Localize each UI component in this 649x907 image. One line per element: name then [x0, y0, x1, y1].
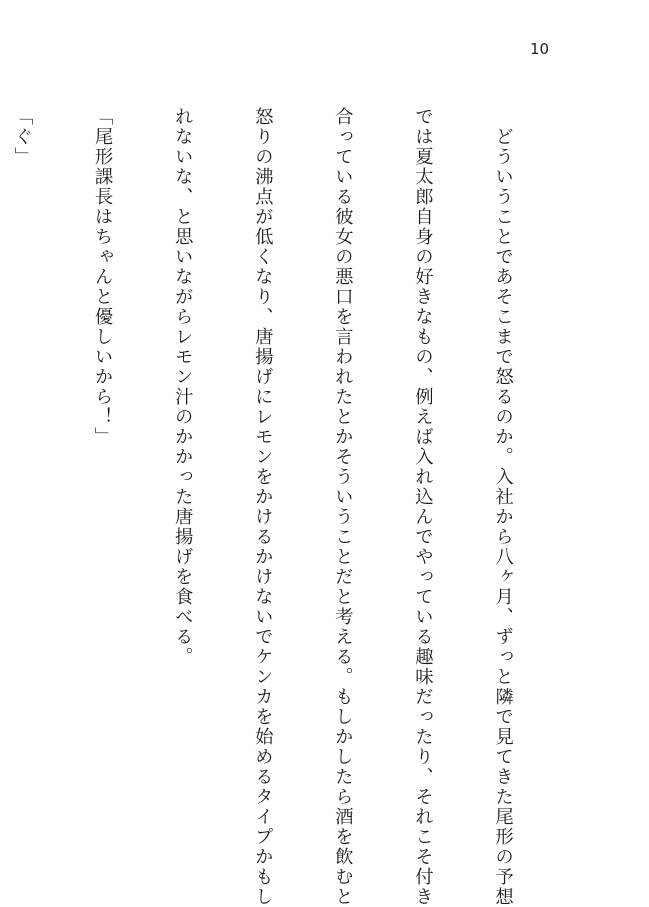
- novel-body-text: [0, 107, 569, 907]
- text-line: 合っている彼女の悪口を言われたとかそういうことだと考える。もしかしたら酒を飲むと: [332, 107, 354, 907]
- text-line: 怒りの沸点が低くなり、唐揚げにレモンをかけるかけないでケンカを始めるタイプかもし: [252, 107, 274, 907]
- text-line: どういうことであそこまで怒るのか。入社から八ヶ月、ずっと隣で見てきた尾形の予想: [492, 107, 514, 907]
- text-line: では夏太郎自身の好きなもの、例えば入れ込んでやっている趣味だったり、それこそ付き: [412, 107, 434, 907]
- dialogue-line: 「ぐ」: [11, 107, 33, 167]
- page-number: 10: [530, 40, 550, 58]
- dialogue-line: 「尾形課長はちゃんと優しいから！」: [92, 107, 114, 447]
- text-line: れないな、と思いながらレモン汁のかかった唐揚げを食べる。: [172, 107, 194, 667]
